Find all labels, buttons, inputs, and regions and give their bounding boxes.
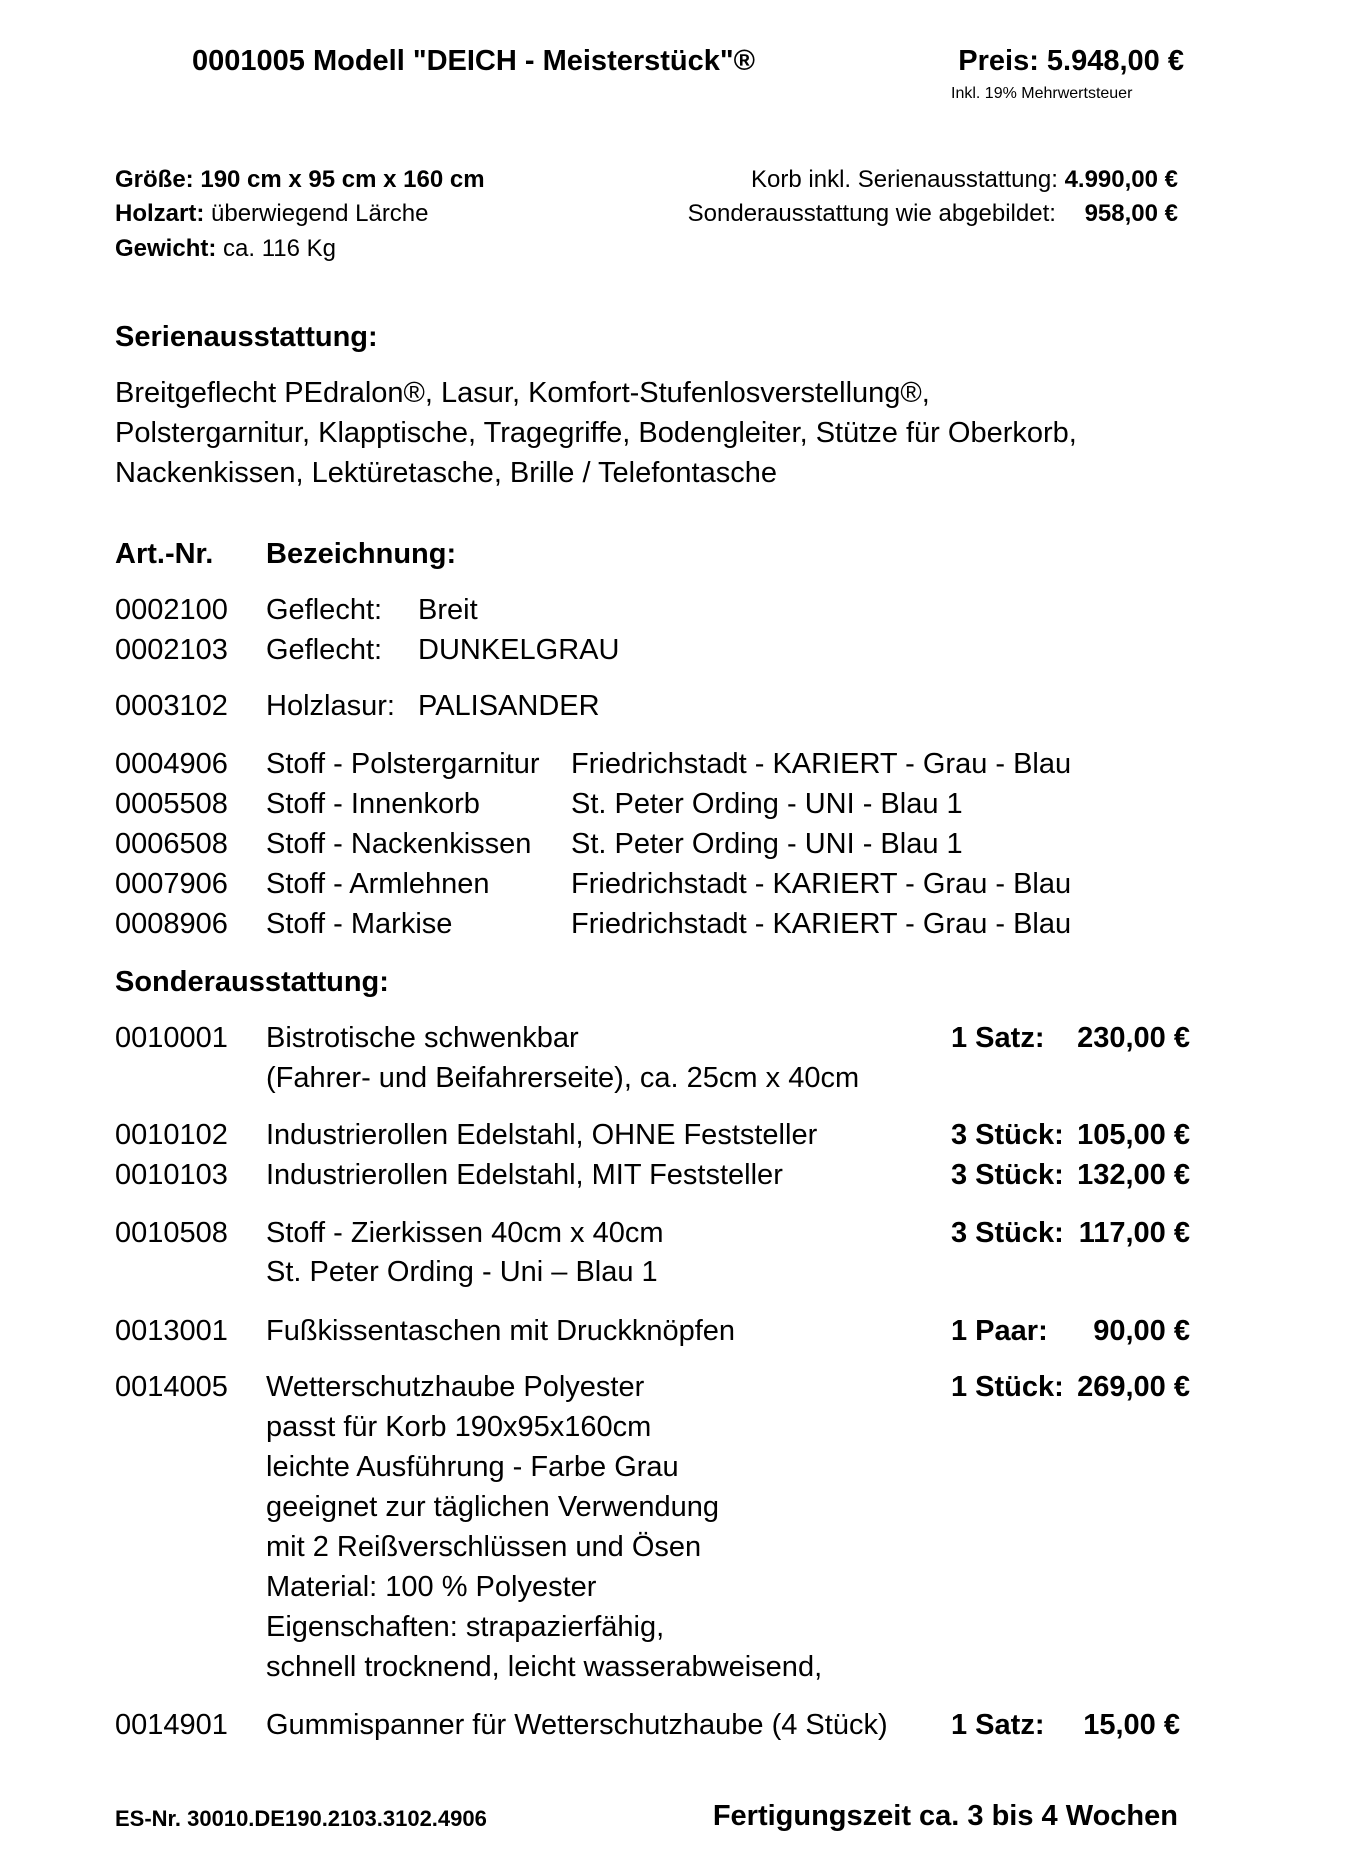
special-item-desc: schnell trocknend, leicht wasserabweisend, <box>266 1651 823 1683</box>
special-item-desc: Wetterschutzhaube Polyester <box>266 1371 645 1403</box>
special-item-qty: 1 Stück: <box>951 1371 1064 1403</box>
special-equipment-heading: Sonderausstattung: <box>115 966 389 998</box>
spec-size-label: Größe: <box>115 166 194 193</box>
special-item-desc: Bistrotische schwenkbar <box>266 1022 579 1054</box>
extras-price-label: Sonderausstattung wie abgebildet: <box>687 200 1056 227</box>
standard-equipment-line: Nackenkissen, Lektüretasche, Brille / Telefontasche <box>115 457 777 489</box>
table-row-artnr: 0007906 <box>115 868 228 900</box>
special-item-artnr: 0010103 <box>115 1159 228 1191</box>
table-row-artnr: 0002100 <box>115 594 228 626</box>
table-row-type: Geflecht: <box>266 634 383 666</box>
special-item-desc: leichte Ausführung - Farbe Grau <box>266 1451 679 1483</box>
special-item-qty: 1 Satz: <box>951 1709 1045 1741</box>
special-item-desc: Gummispanner für Wetterschutzhaube (4 Stück) <box>266 1709 888 1741</box>
production-time: Fertigungszeit ca. 3 bis 4 Wochen <box>712 1800 1178 1832</box>
spec-weight <box>115 237 336 261</box>
spec-wood-value: überwiegend Lärche <box>211 200 429 227</box>
special-item-price: 90,00 € <box>1093 1315 1190 1347</box>
table-row-artnr: 0004906 <box>115 748 228 780</box>
standard-equipment-line: Breitgeflecht PEdralon®, Lasur, Komfort-Stufenlosverstellung®, <box>115 377 930 409</box>
table-row-artnr: 0003102 <box>115 690 228 722</box>
basket-price-row <box>751 168 1178 192</box>
special-item-price: 105,00 € <box>1077 1119 1190 1151</box>
special-item-qty: 1 Satz: <box>951 1022 1045 1054</box>
table-row-artnr: 0002103 <box>115 634 228 666</box>
special-item-artnr: 0010102 <box>115 1119 228 1151</box>
special-item-artnr: 0014901 <box>115 1709 228 1741</box>
column-header-description: Bezeichnung: <box>266 538 457 570</box>
table-row-artnr: 0005508 <box>115 788 228 820</box>
special-item-qty: 3 Stück: <box>951 1159 1064 1191</box>
table-row-value: St. Peter Ording - UNI - Blau 1 <box>571 828 963 860</box>
special-item-qty: 3 Stück: <box>951 1217 1064 1249</box>
special-item-desc: geeignet zur täglichen Verwendung <box>266 1491 720 1523</box>
table-row-value: Breit <box>418 594 478 626</box>
special-item-price: 132,00 € <box>1077 1159 1190 1191</box>
table-row-type: Stoff - Nackenkissen <box>266 828 532 860</box>
es-number: ES-Nr. 30010.DE190.2103.3102.4906 <box>115 1806 487 1831</box>
special-item-artnr: 0010508 <box>115 1217 228 1249</box>
special-item-desc: Stoff - Zierkissen 40cm x 40cm <box>266 1217 664 1249</box>
table-row-artnr: 0008906 <box>115 908 228 940</box>
basket-price-label: Korb inkl. Serienausstattung: <box>751 166 1058 193</box>
spec-size <box>115 168 485 192</box>
table-row-type: Stoff - Innenkorb <box>266 788 480 820</box>
total-price: Preis: 5.948,00 € <box>958 45 1184 77</box>
table-row-type: Stoff - Markise <box>266 908 453 940</box>
table-row-value: PALISANDER <box>418 690 600 722</box>
special-item-desc: Material: 100 % Polyester <box>266 1571 597 1603</box>
special-item-price: 117,00 € <box>1078 1217 1190 1249</box>
spec-wood <box>115 202 429 226</box>
special-item-desc: (Fahrer- und Beifahrerseite), ca. 25cm x 40cm <box>266 1062 860 1094</box>
table-row-value: Friedrichstadt - KARIERT - Grau - Blau <box>571 908 1072 940</box>
special-item-desc: Fußkissentaschen mit Druckknöpfen <box>266 1315 736 1347</box>
table-row-type: Stoff - Armlehnen <box>266 868 490 900</box>
extras-price-row <box>688 202 1178 226</box>
table-row-type: Stoff - Polstergarnitur <box>266 748 540 780</box>
special-item-price: 15,00 € <box>1083 1709 1180 1741</box>
special-item-desc: Eigenschaften: strapazierfähig, <box>266 1611 665 1643</box>
special-item-artnr: 0010001 <box>115 1022 228 1054</box>
spec-wood-label: Holzart: <box>115 200 205 227</box>
table-row-type: Holzlasur: <box>266 690 395 722</box>
table-row-value: St. Peter Ording - UNI - Blau 1 <box>571 788 963 820</box>
special-item-desc: St. Peter Ording - Uni – Blau 1 <box>266 1256 658 1288</box>
basket-price-value: 4.990,00 € <box>1064 166 1178 193</box>
special-item-artnr: 0013001 <box>115 1315 228 1347</box>
special-item-desc: mit 2 Reißverschlüssen und Ösen <box>266 1531 702 1563</box>
special-item-qty: 3 Stück: <box>951 1119 1064 1151</box>
special-item-price: 230,00 € <box>1077 1022 1190 1054</box>
special-item-qty: 1 Paar: <box>951 1315 1048 1347</box>
standard-equipment-line: Polstergarnitur, Klapptische, Tragegriffe, Bodengleiter, Stütze für Oberkorb, <box>115 417 1077 449</box>
table-row-value: DUNKELGRAU <box>418 634 620 666</box>
column-header-artnr: Art.-Nr. <box>115 538 214 570</box>
spec-weight-value: ca. 116 Kg <box>223 235 336 262</box>
standard-equipment-heading: Serienausstattung: <box>115 321 378 353</box>
vat-note: Inkl. 19% Mehrwertsteuer <box>951 85 1133 102</box>
table-row-artnr: 0006508 <box>115 828 228 860</box>
spec-size-value: 190 cm x 95 cm x 160 cm <box>200 166 485 193</box>
table-row-value: Friedrichstadt - KARIERT - Grau - Blau <box>571 868 1072 900</box>
special-item-price: 269,00 € <box>1077 1371 1190 1403</box>
table-row-value: Friedrichstadt - KARIERT - Grau - Blau <box>571 748 1072 780</box>
special-item-desc: passt für Korb 190x95x160cm <box>266 1411 652 1443</box>
table-row-type: Geflecht: <box>266 594 383 626</box>
product-title: 0001005 Modell "DEICH - Meisterstück"® <box>192 45 756 77</box>
special-item-desc: Industrierollen Edelstahl, OHNE Feststeller <box>266 1119 818 1151</box>
extras-price-value: 958,00 € <box>1084 200 1178 227</box>
special-item-artnr: 0014005 <box>115 1371 228 1403</box>
special-item-desc: Industrierollen Edelstahl, MIT Feststeller <box>266 1159 783 1191</box>
spec-weight-label: Gewicht: <box>115 235 217 262</box>
